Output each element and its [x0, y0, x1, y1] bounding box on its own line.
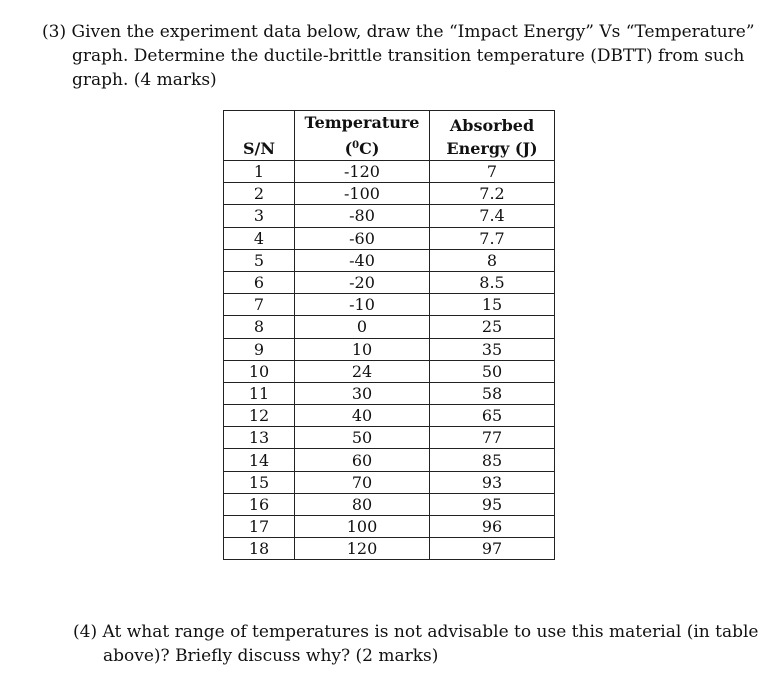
cell-energy: 97 — [430, 538, 555, 560]
table-row — [224, 227, 555, 249]
cell-sn: 13 — [224, 427, 295, 449]
cell-temperature: 0 — [295, 316, 430, 338]
table-row — [224, 183, 555, 205]
cell-temperature: -40 — [295, 249, 430, 271]
cell-sn: 14 — [224, 449, 295, 471]
table-row — [224, 205, 555, 227]
cell-energy: 77 — [430, 427, 555, 449]
cell-sn: 18 — [224, 538, 295, 560]
table-row — [224, 471, 555, 493]
cell-energy: 7.4 — [430, 205, 555, 227]
cell-energy: 85 — [430, 449, 555, 471]
question-4-line-1: (4) At what range of temperatures is not advisable to use this material (in table — [73, 622, 759, 642]
cell-sn: 2 — [224, 183, 295, 205]
cell-sn: 8 — [224, 316, 295, 338]
cell-sn: 16 — [224, 493, 295, 515]
cell-energy: 35 — [430, 338, 555, 360]
cell-temperature: 70 — [295, 471, 430, 493]
cell-temperature: -20 — [295, 271, 430, 293]
cell-temperature: 120 — [295, 538, 430, 560]
cell-temperature: -100 — [295, 183, 430, 205]
table-row — [224, 338, 555, 360]
question-3-line-2: graph. Determine the ductile-brittle transition temperature (DBTT) from such — [72, 46, 745, 66]
question-3-line-1: (3) Given the experiment data below, draw the “Impact Energy” Vs “Temperature” — [42, 22, 755, 42]
table-row — [224, 360, 555, 382]
cell-sn: 7 — [224, 294, 295, 316]
table-row — [224, 316, 555, 338]
header-temperature — [295, 111, 430, 161]
cell-sn: 5 — [224, 249, 295, 271]
cell-temperature: 24 — [295, 360, 430, 382]
cell-energy: 8.5 — [430, 271, 555, 293]
table-row — [224, 294, 555, 316]
cell-energy: 93 — [430, 471, 555, 493]
header-temperature-label: Temperature — [304, 113, 420, 132]
header-energy-label: Absorbed — [449, 116, 535, 135]
cell-sn: 1 — [224, 161, 295, 183]
question-4-line-2: above)? Briefly discuss why? (2 marks) — [103, 646, 439, 666]
cell-energy: 25 — [430, 316, 555, 338]
cell-temperature: 80 — [295, 493, 430, 515]
cell-temperature: 10 — [295, 338, 430, 360]
cell-energy: 7.7 — [430, 227, 555, 249]
cell-temperature: 100 — [295, 516, 430, 538]
cell-energy: 15 — [430, 294, 555, 316]
table-row — [224, 427, 555, 449]
header-sn: S/N — [224, 111, 295, 161]
cell-sn: 4 — [224, 227, 295, 249]
cell-sn: 6 — [224, 271, 295, 293]
cell-temperature: 30 — [295, 382, 430, 404]
table-row — [224, 249, 555, 271]
table-row — [224, 449, 555, 471]
cell-sn: 15 — [224, 471, 295, 493]
cell-temperature: -10 — [295, 294, 430, 316]
cell-sn: 10 — [224, 360, 295, 382]
cell-energy: 50 — [430, 360, 555, 382]
cell-temperature: -120 — [295, 161, 430, 183]
cell-energy: 95 — [430, 493, 555, 515]
cell-sn: 3 — [224, 205, 295, 227]
cell-energy: 7 — [430, 161, 555, 183]
table-row — [224, 405, 555, 427]
header-energy-unit: Energy (J) — [446, 139, 538, 158]
cell-sn: 12 — [224, 405, 295, 427]
cell-temperature: 60 — [295, 449, 430, 471]
cell-energy: 96 — [430, 516, 555, 538]
table-header-row — [224, 111, 555, 161]
cell-temperature: -60 — [295, 227, 430, 249]
cell-energy: 8 — [430, 249, 555, 271]
header-temperature-unit: ($^0$C) — [344, 139, 380, 158]
cell-sn: 17 — [224, 516, 295, 538]
cell-energy: 65 — [430, 405, 555, 427]
table-row — [224, 538, 555, 560]
question-3-line-3: graph. (4 marks) — [72, 70, 217, 90]
cell-energy: 7.2 — [430, 183, 555, 205]
cell-sn: 9 — [224, 338, 295, 360]
experiment-data-table — [223, 110, 555, 560]
table-body — [224, 161, 555, 560]
question-3 — [42, 20, 755, 92]
table-row — [224, 516, 555, 538]
table-row — [224, 493, 555, 515]
cell-temperature: -80 — [295, 205, 430, 227]
table-row — [224, 161, 555, 183]
table-row — [224, 271, 555, 293]
table-row — [224, 382, 555, 404]
cell-temperature: 50 — [295, 427, 430, 449]
cell-energy: 58 — [430, 382, 555, 404]
header-absorbed-energy — [430, 111, 555, 161]
question-4 — [73, 620, 759, 668]
cell-temperature: 40 — [295, 405, 430, 427]
cell-sn: 11 — [224, 382, 295, 404]
